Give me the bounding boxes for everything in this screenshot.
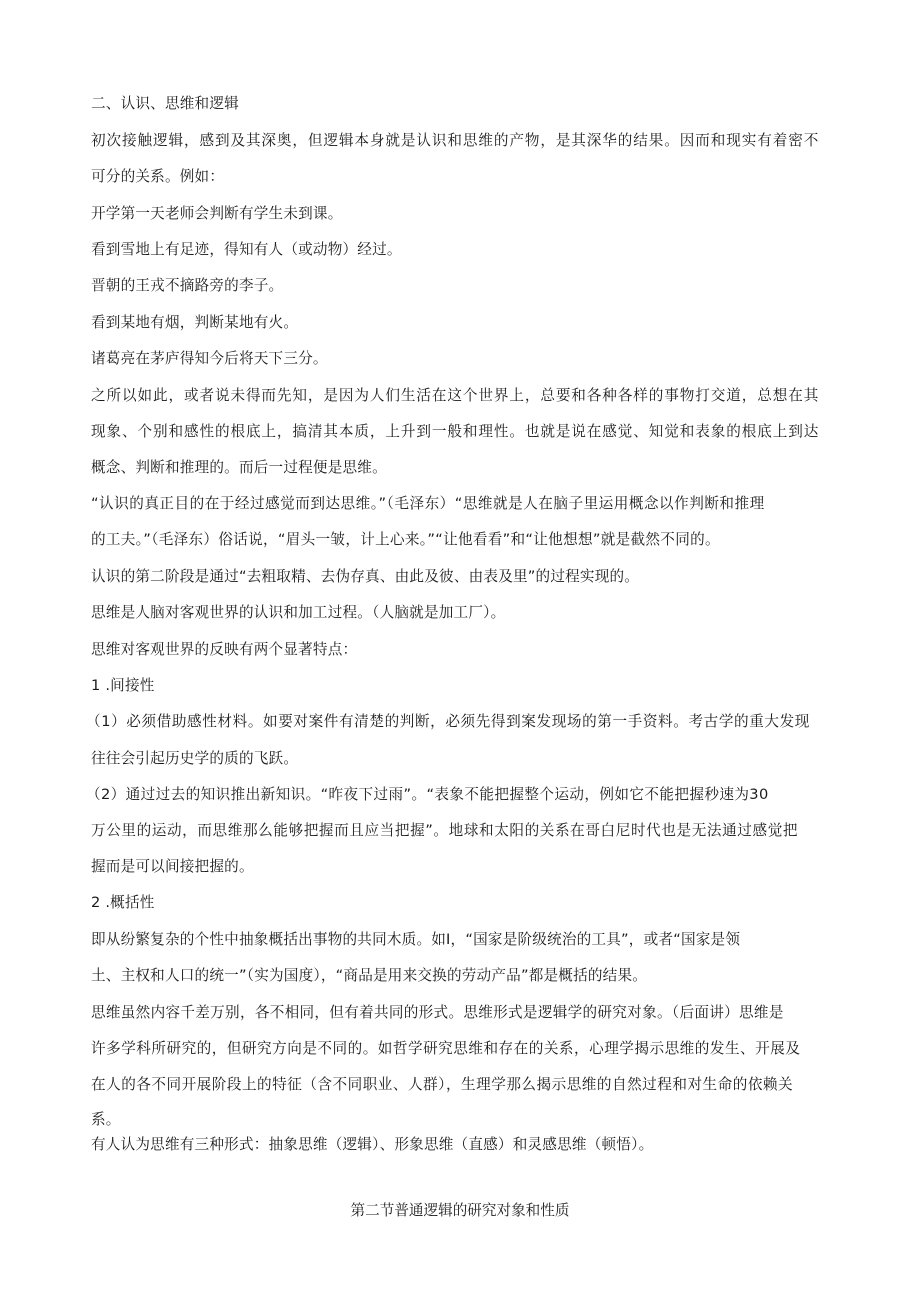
- paragraph-line: 之所以如此，或者说未得而先知，是因为人们生活在这个世界上，总要和各种各样的事物打交道，总想在其: [91, 387, 820, 404]
- section-title: 第二节普通逻辑的研究对象和性质: [350, 1202, 570, 1219]
- paragraph-line: 开学第一天老师会判断有学生未到课。: [91, 205, 343, 222]
- paragraph-line: 看到某地有烟，判断某地有火。: [91, 314, 299, 331]
- paragraph-line: 认识的第二阶段是通过“去粗取精、去伪存真、由此及彼、由表及里”的过程实现的。: [91, 568, 640, 585]
- list-heading: 2 .概括性: [91, 894, 155, 911]
- paragraph-line: 土、主权和人口的统一”（实为国度），“商品是用来交换的劳动产品”都是概括的结果。: [91, 967, 648, 984]
- paragraph-line: 思维是人脑对客观世界的认识和加工过程。（人脑就是加工厂）。: [91, 604, 506, 621]
- paragraph-line: 可分的关系。例如：: [91, 168, 225, 185]
- paragraph-line: 即从纷繁复杂的个性中抽象概括出事物的共同木质。如I，“国家是阶级统治的工具”，或者“国家是领: [91, 931, 741, 948]
- paragraph-line: 许多学科所研究的，但研究方向是不同的。如哲学研究思维和存在的关系，心理学揭示思维的发生、开展及: [91, 1040, 801, 1057]
- paragraph-line: 思维对客观世界的反映有两个显著特点：: [91, 641, 358, 658]
- paragraph-line: 看到雪地上有足迹，得知有人（或动物）经过。: [91, 241, 402, 258]
- paragraph-line: 初次接触逻辑，感到及其深奥，但逻辑本身就是认识和思维的产物，是其深华的结果。因而和现实有着密不: [91, 132, 820, 149]
- list-heading: 1 .间接性: [91, 677, 155, 694]
- paragraph-line: 概念、判断和推理的。而后一过程便是思维。: [91, 459, 387, 476]
- paragraph-line: “认识的真正目的在于经过感觉而到达思维。”（毛泽东）“思维就是人在脑子里运用概念以作判断和推理: [91, 495, 765, 512]
- paragraph-line: 的工夫。”（毛泽东）俗话说，“眉头一皱，计上心来。”“让他看看”和“让他想想”就是截然不同的。: [91, 531, 720, 548]
- paragraph-line: 系。: [91, 1111, 121, 1128]
- paragraph-line: 有人认为思维有三种形式：抽象思维（逻辑）、形象思维（直感）和灵感思维（顿悟）。: [91, 1136, 654, 1153]
- paragraph-line: 万公里的运动，而思维那么能够把握而且应当把握”。地球和太阳的关系在哥白尼时代也是无法通过感觉把: [91, 822, 799, 839]
- section-heading: 二、认识、思维和逻辑: [91, 95, 239, 112]
- paragraph-line: （2）通过过去的知识推出新知识。“昨夜下过雨”。“表象不能把握整个运动，例如它不能把握秒速为30: [86, 786, 769, 803]
- paragraph-line: 晋朝的王戎不摘路旁的李子。: [91, 277, 284, 294]
- paragraph-line: 现象、个别和感性的根底上，搞清其本质，上升到一般和理性。也就是说在感觉、知觉和表象的根底上到达: [91, 423, 820, 440]
- paragraph-line: 诸葛亮在茅庐得知今后将天下三分。: [91, 350, 328, 367]
- paragraph-line: （1）必须借助感性材料。如要对案件有清楚的判断，必须先得到案发现场的第一手资料。考古学的重大发现: [86, 713, 810, 730]
- paragraph-line: 握而是可以间接把握的。: [91, 858, 254, 875]
- paragraph-line: 往往会引起历史学的质的飞跃。: [91, 750, 299, 767]
- paragraph-line: 思维虽然内容千差万别，各不相同，但有着共同的形式。思维形式是逻辑学的研究对象。（后面讲）思维是: [91, 1004, 784, 1021]
- paragraph-line: 在人的各不同开展阶段上的特征（含不同职业、人群），生理学那么揭示思维的自然过程和对生命的依赖关: [91, 1076, 794, 1093]
